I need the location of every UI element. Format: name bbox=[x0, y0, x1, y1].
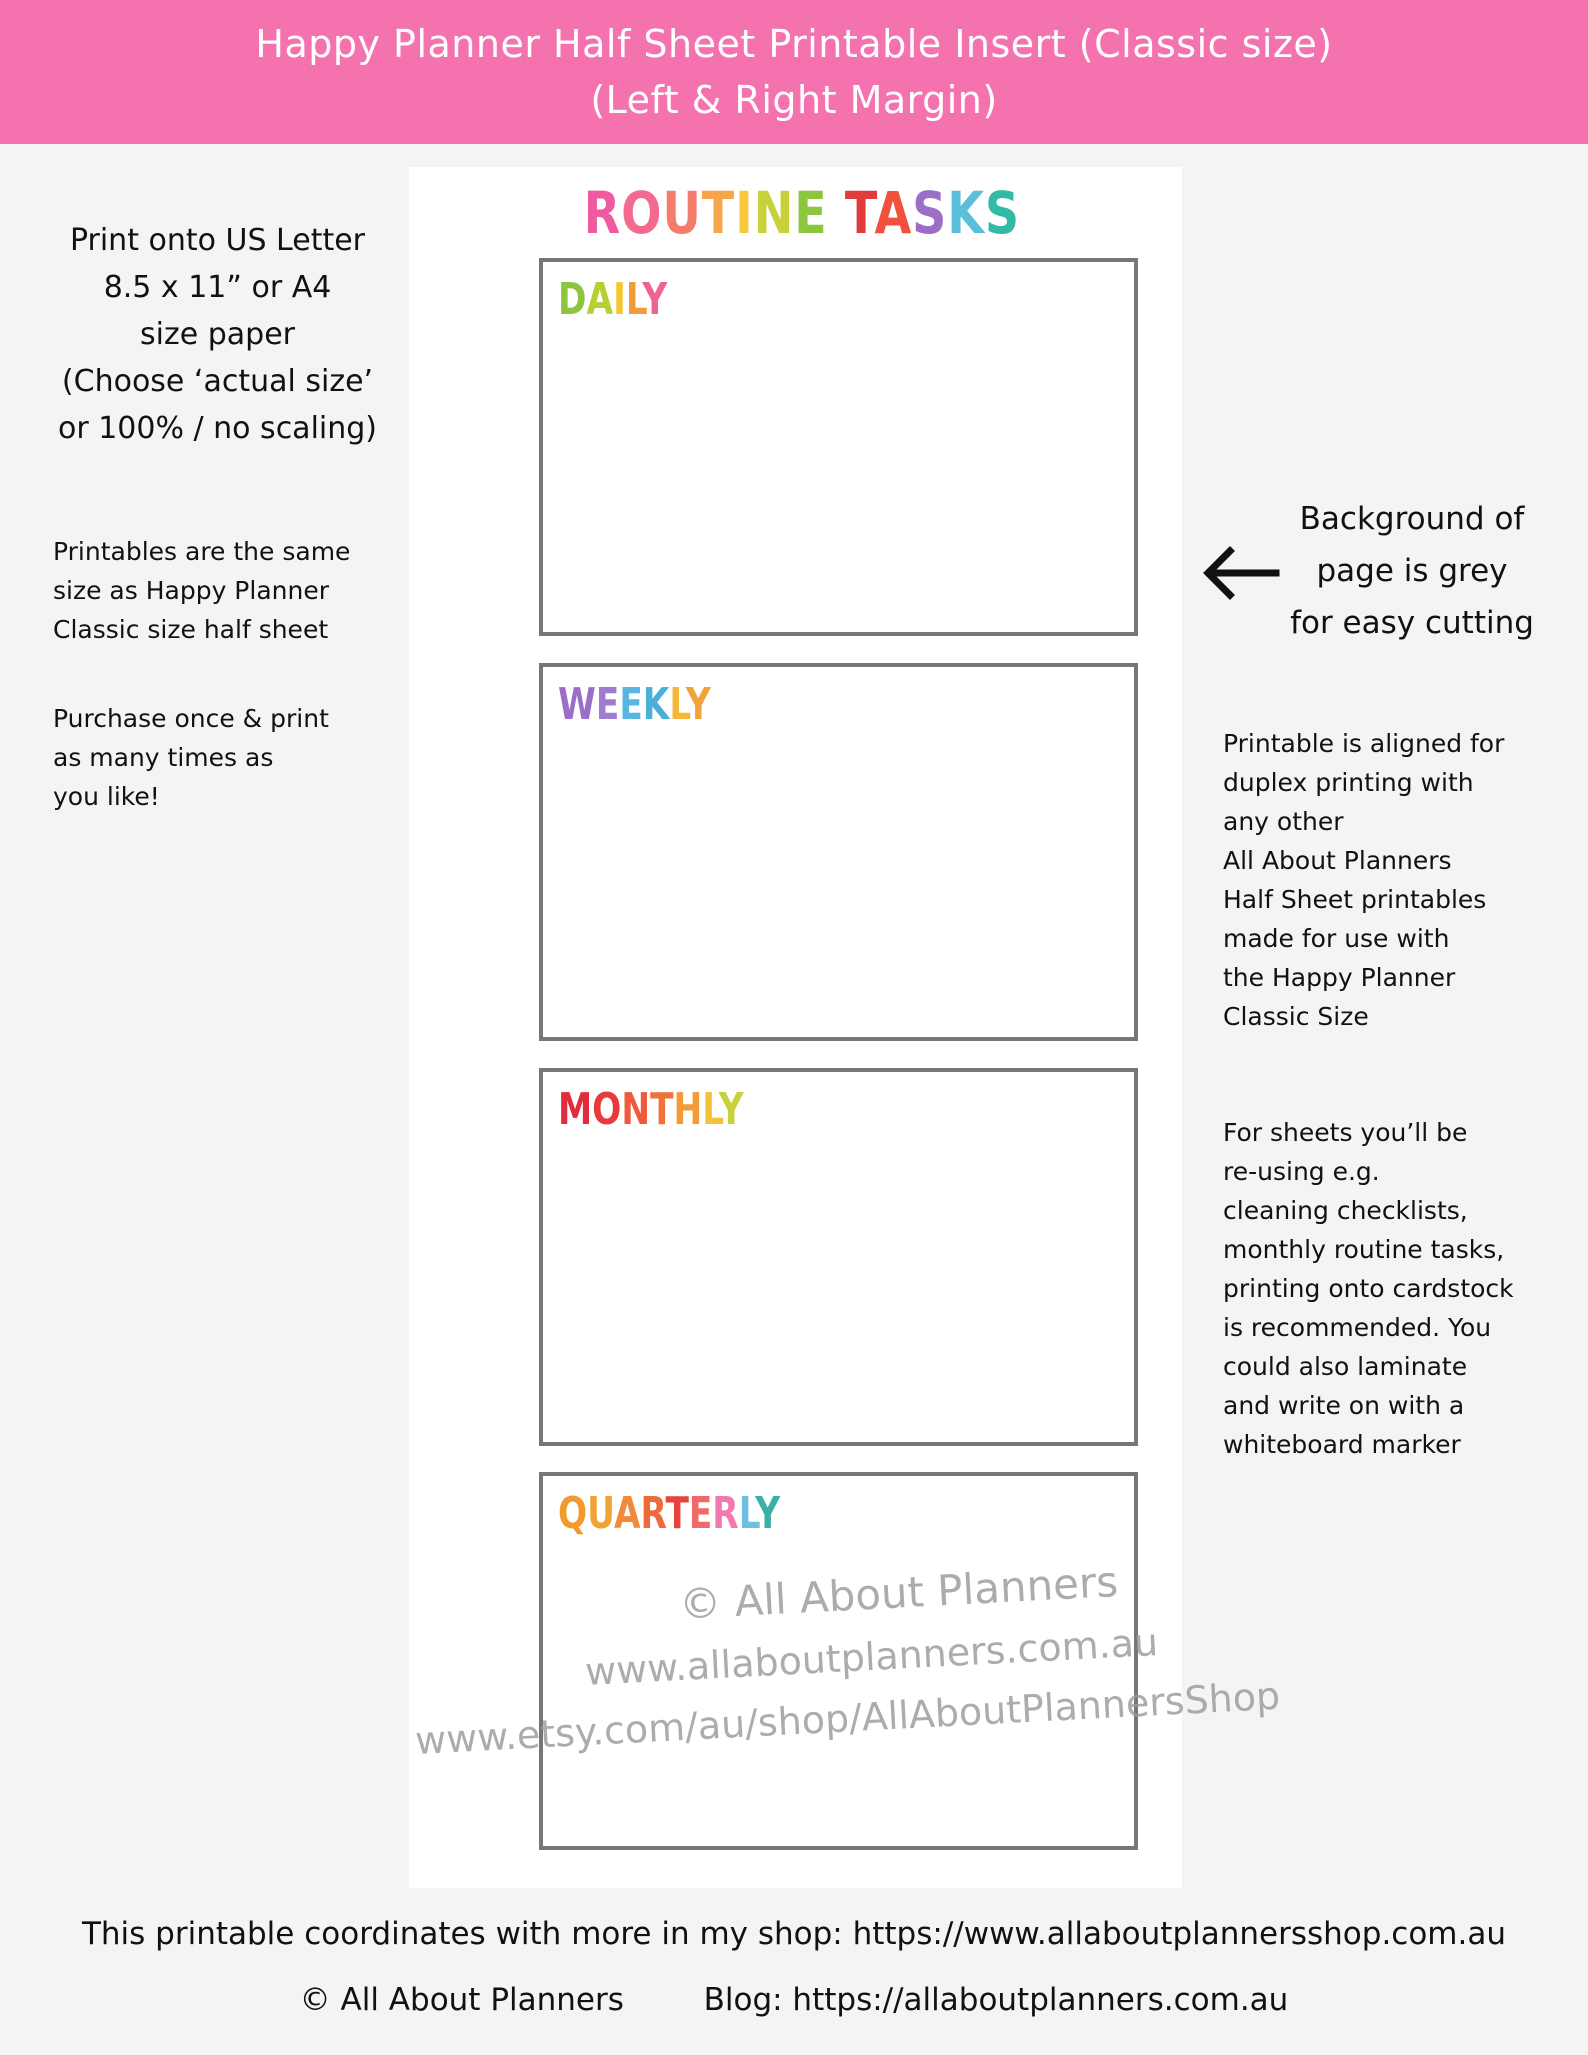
title-letter: E bbox=[794, 179, 828, 247]
title-letter: T bbox=[844, 179, 875, 247]
monthly-letter: M bbox=[558, 1084, 593, 1135]
weekly-box bbox=[539, 663, 1138, 1041]
daily-letter: L bbox=[625, 274, 643, 325]
daily-letter: D bbox=[558, 274, 587, 325]
quarterly-letter: T bbox=[665, 1488, 689, 1539]
footer-shop-line: This printable coordinates with more in my shop: https://www.allaboutplannersshop.com.au bbox=[81, 1916, 1507, 1952]
weekly-letter: Y bbox=[685, 679, 711, 730]
title-letter: I bbox=[735, 179, 754, 247]
daily-letter: I bbox=[613, 274, 626, 325]
header-banner bbox=[0, 0, 1588, 144]
watermark-etsy: www.etsy.com/au/shop/AllAboutPlannersShop bbox=[414, 1673, 1282, 1763]
footer-copyright: © All About Planners bbox=[299, 1982, 624, 2018]
daily-box bbox=[539, 258, 1138, 636]
daily-letter: Y bbox=[642, 274, 668, 325]
background-note: Background of page is grey for easy cutting bbox=[1290, 501, 1534, 641]
monthly-letter: L bbox=[702, 1084, 719, 1135]
quarterly-letter: L bbox=[738, 1488, 756, 1539]
weekly-letter: L bbox=[669, 679, 686, 730]
watermark-copyright: © All About Planners bbox=[678, 1557, 1120, 1629]
cardstock-note: For sheets you’ll be re-using e.g. cleaning checklists, monthly routine tasks, printing onto cardstock is recommended. You could also laminate and write on with a whiteboard marker bbox=[1223, 1118, 1514, 1459]
monthly-letter: Y bbox=[718, 1084, 744, 1135]
footer-blog-link[interactable]: Blog: https://allaboutplanners.com.au bbox=[703, 1982, 1289, 2018]
watermark-website: www.allaboutplanners.com.au bbox=[584, 1619, 1160, 1694]
purchase-note: Purchase once & print as many times as you like! bbox=[53, 704, 329, 811]
quarterly-letter: Y bbox=[755, 1488, 781, 1539]
monthly-box bbox=[539, 1068, 1138, 1446]
monthly-letter: H bbox=[673, 1084, 703, 1135]
duplex-note: Printable is aligned for duplex printing with any other All About Planners Half Sheet printables made for use with the Happy Planner Classic Size bbox=[1223, 729, 1505, 1031]
title-letter: K bbox=[947, 179, 985, 247]
footer-credits bbox=[0, 1978, 1588, 2022]
title-letter bbox=[828, 179, 845, 247]
weekly-letter: E bbox=[595, 679, 620, 730]
title-letter: T bbox=[701, 179, 736, 247]
weekly-letter: E bbox=[619, 679, 643, 730]
quarterly-letter: U bbox=[587, 1488, 614, 1539]
title-letter: S bbox=[984, 179, 1020, 247]
daily-letter: A bbox=[586, 274, 614, 325]
title-letter: U bbox=[662, 179, 702, 247]
monthly-letter: T bbox=[650, 1084, 674, 1135]
weekly-letter: W bbox=[558, 679, 596, 730]
print-instructions: Print onto US Letter 8.5 x 11” or A4 size paper (Choose ‘actual size’ or 100% / no scaling) bbox=[57, 223, 377, 446]
quarterly-letter: R bbox=[712, 1488, 739, 1539]
monthly-label bbox=[558, 1082, 744, 1138]
title-letter: R bbox=[583, 179, 622, 247]
title-letter: O bbox=[621, 179, 663, 247]
quarterly-letter: Q bbox=[558, 1488, 588, 1539]
quarterly-letter: A bbox=[613, 1488, 641, 1539]
banner-subtitle: (Left & Right Margin) bbox=[590, 78, 998, 122]
quarterly-letter: E bbox=[688, 1488, 713, 1539]
title-letter: N bbox=[753, 179, 795, 247]
daily-label bbox=[558, 272, 667, 328]
weekly-label bbox=[558, 677, 711, 733]
monthly-letter: N bbox=[621, 1084, 651, 1135]
quarterly-label bbox=[558, 1486, 780, 1542]
monthly-letter: O bbox=[592, 1084, 622, 1135]
quarterly-letter: R bbox=[640, 1488, 666, 1539]
title-letter: A bbox=[874, 179, 913, 247]
weekly-letter: K bbox=[642, 679, 670, 730]
banner-title: Happy Planner Half Sheet Printable Insert (Classic size) bbox=[255, 22, 1333, 66]
title-letter: S bbox=[912, 179, 948, 247]
same-size-note: Printables are the same size as Happy Planner Classic size half sheet bbox=[53, 537, 351, 644]
